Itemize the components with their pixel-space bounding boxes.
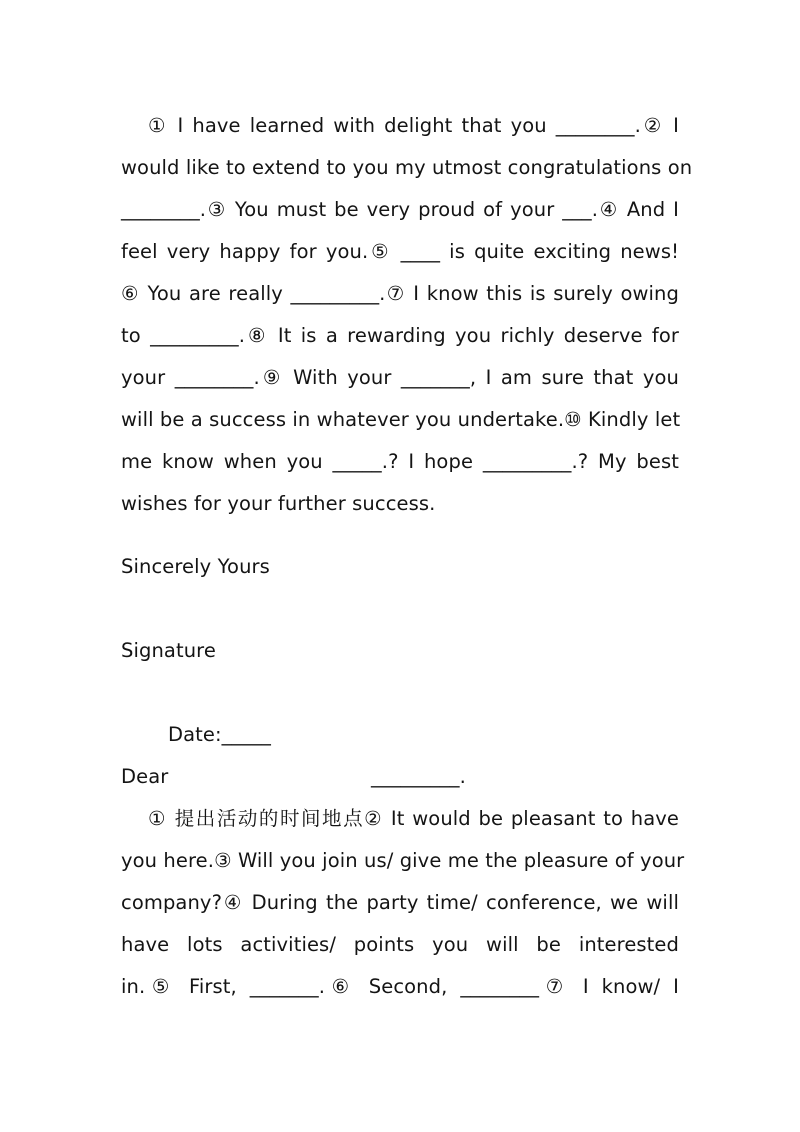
paragraph-line: to _________.⑧ It is a rewarding you richly deserve for	[121, 324, 679, 347]
paragraph-line: you here.③ Will you join us/ give me the pleasure of your	[121, 849, 685, 872]
paragraph-line: me know when you _____.? I hope _________.? My best	[121, 450, 679, 473]
paragraph-line: your ________.⑨ With your _______, I am sure that you	[121, 366, 679, 389]
closing-text: Sincerely Yours	[121, 555, 270, 578]
paragraph-line: feel very happy for you.⑤ ____ is quite exciting news!	[121, 240, 679, 263]
paragraph-line: ① 提出活动的时间地点② It would be pleasant to have	[148, 807, 679, 830]
paragraph-line: ⑥ You are really _________.⑦ I know this is surely owing	[121, 282, 679, 305]
paragraph-line: company?④ During the party time/ conference, we will	[121, 891, 679, 914]
paragraph-line: in.⑤ First, _______.⑥ Second, ________⑦ I know/ I	[121, 975, 679, 998]
paragraph-line: ① I have learned with delight that you ________.② I	[148, 114, 679, 137]
signature-text: Signature	[121, 639, 216, 662]
date-line: Date:_____	[168, 723, 271, 746]
paragraph-line: ________.③ You must be very proud of your ___.④ And I	[121, 198, 679, 221]
paragraph-line: would like to extend to you my utmost congratulations on	[121, 156, 693, 179]
salutation-blank: _________.	[371, 765, 466, 788]
paragraph-line: have lots activities/ points you will be interested	[121, 933, 679, 956]
paragraph-line: will be a success in whatever you undertake.⑩ Kindly let	[121, 408, 681, 431]
paragraph-line: wishes for your further success.	[121, 492, 436, 515]
salutation-word: Dear	[121, 765, 169, 788]
